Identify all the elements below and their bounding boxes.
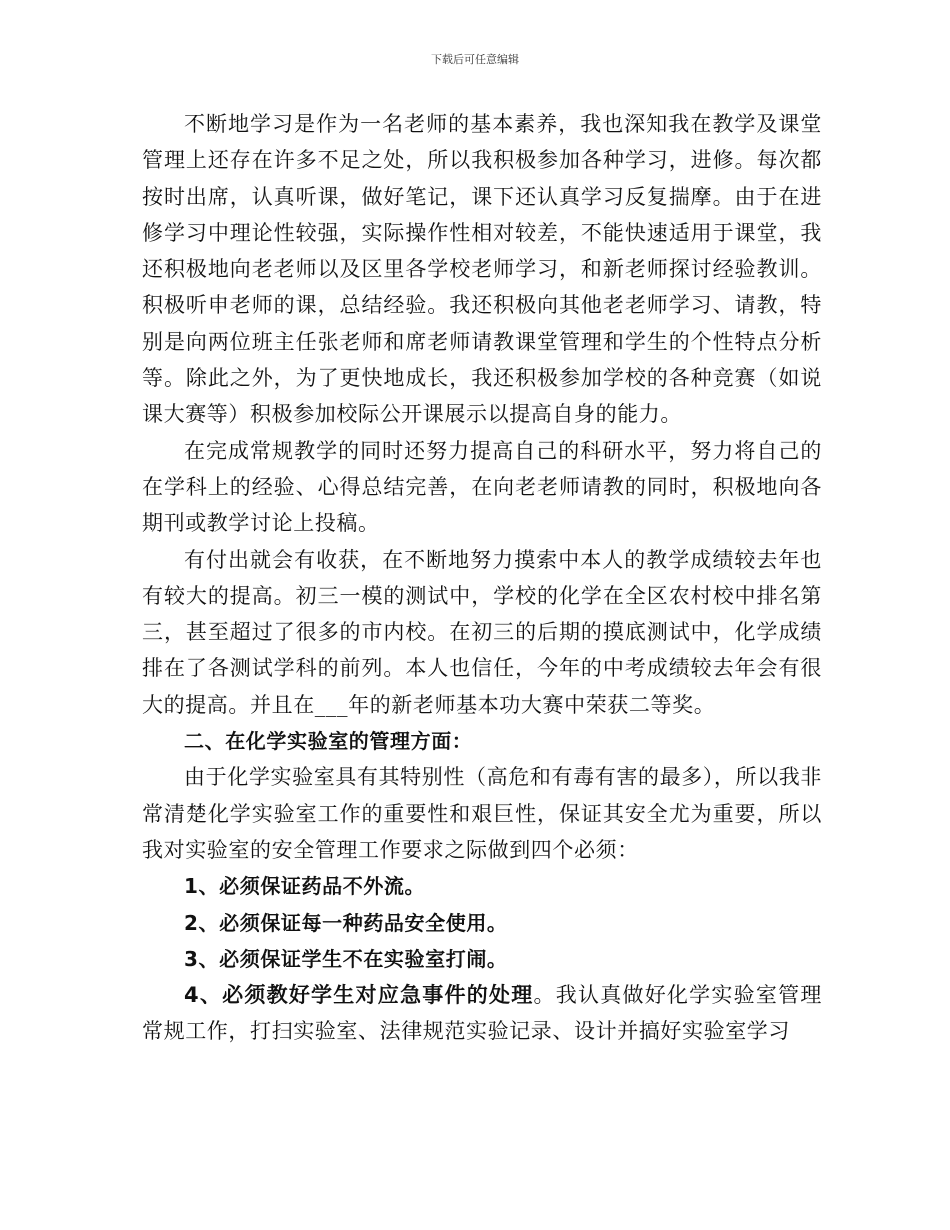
paragraph-results: 有付出就会有收获，在不断地努力摸索中本人的教学成绩较去年也有较大的提高。初三一模的测试中，学校的化学在全区农村校中排名第三，甚至超过了很多的市内校。在初三的后期的摸底测试中，化学成绩排在了各测试学科的前列。本人也信任，今年的中考成绩较去年会有很大的提高。并且在___年的新老师基本功大赛中荣获二等奖。 <box>142 547 822 717</box>
page-header-note: 下载后可任意编辑 <box>431 53 519 66</box>
rule-item-4-bold: 4、必须教好学生对应急事件的处理 <box>184 983 534 1008</box>
rule-item-3: 3、必须保证学生不在实验室打闹。 <box>184 946 508 971</box>
paragraph-lab-intro: 由于化学实验室具有其特别性（高危和有毒有害的最多），所以我非常清楚化学实验室工作的重要性和艰巨性，保证其安全尤为重要，所以我对实验室的安全管理工作要求之际做到四个必须： <box>142 765 822 862</box>
section-heading-lab: 二、在化学实验室的管理方面： <box>184 729 473 754</box>
paragraph-learning: 不断地学习是作为一名老师的基本素养，我也深知我在教学及课堂管理上还存在许多不足之处，所以我积极参加各种学习，进修。每次都按时出席，认真听课，做好笔记，课下还认真学习反复揣摩。由于在进修学习中理论性较强，实际操作性相对较差，不能快速适用于课堂，我还积极地向老老师以及区里各学校老师学习，和新老师探讨经验教训。积极听申老师的课，总结经验。我还积极向其他老老师学习、请教，特别是向两位班主任张老师和席老师请教课堂管理和学生的个性特点分析等。除此之外，为了更快地成长，我还积极参加学校的各种竞赛（如说课大赛等）积极参加校际公开课展示以提高自身的能力。 <box>142 112 822 427</box>
rule-item-4 <box>142 977 822 1050</box>
rule-item-1: 1、必须保证药品不外流。 <box>184 874 426 899</box>
document-body <box>142 106 822 1050</box>
rule-item-2: 2、必须保证每一种药品安全使用。 <box>184 910 508 935</box>
paragraph-research: 在完成常规教学的同时还努力提高自己的科研水平，努力将自己的在学科上的经验、心得总结完善，在向老老师请教的同时，积极地向各期刊或教学讨论上投稿。 <box>142 438 822 536</box>
rule-item-4-text: 。我认真做好化学实验室管理常规工作，打扫实验室、法律规范实验记录、设计并搞好实验室学习 <box>142 983 822 1044</box>
